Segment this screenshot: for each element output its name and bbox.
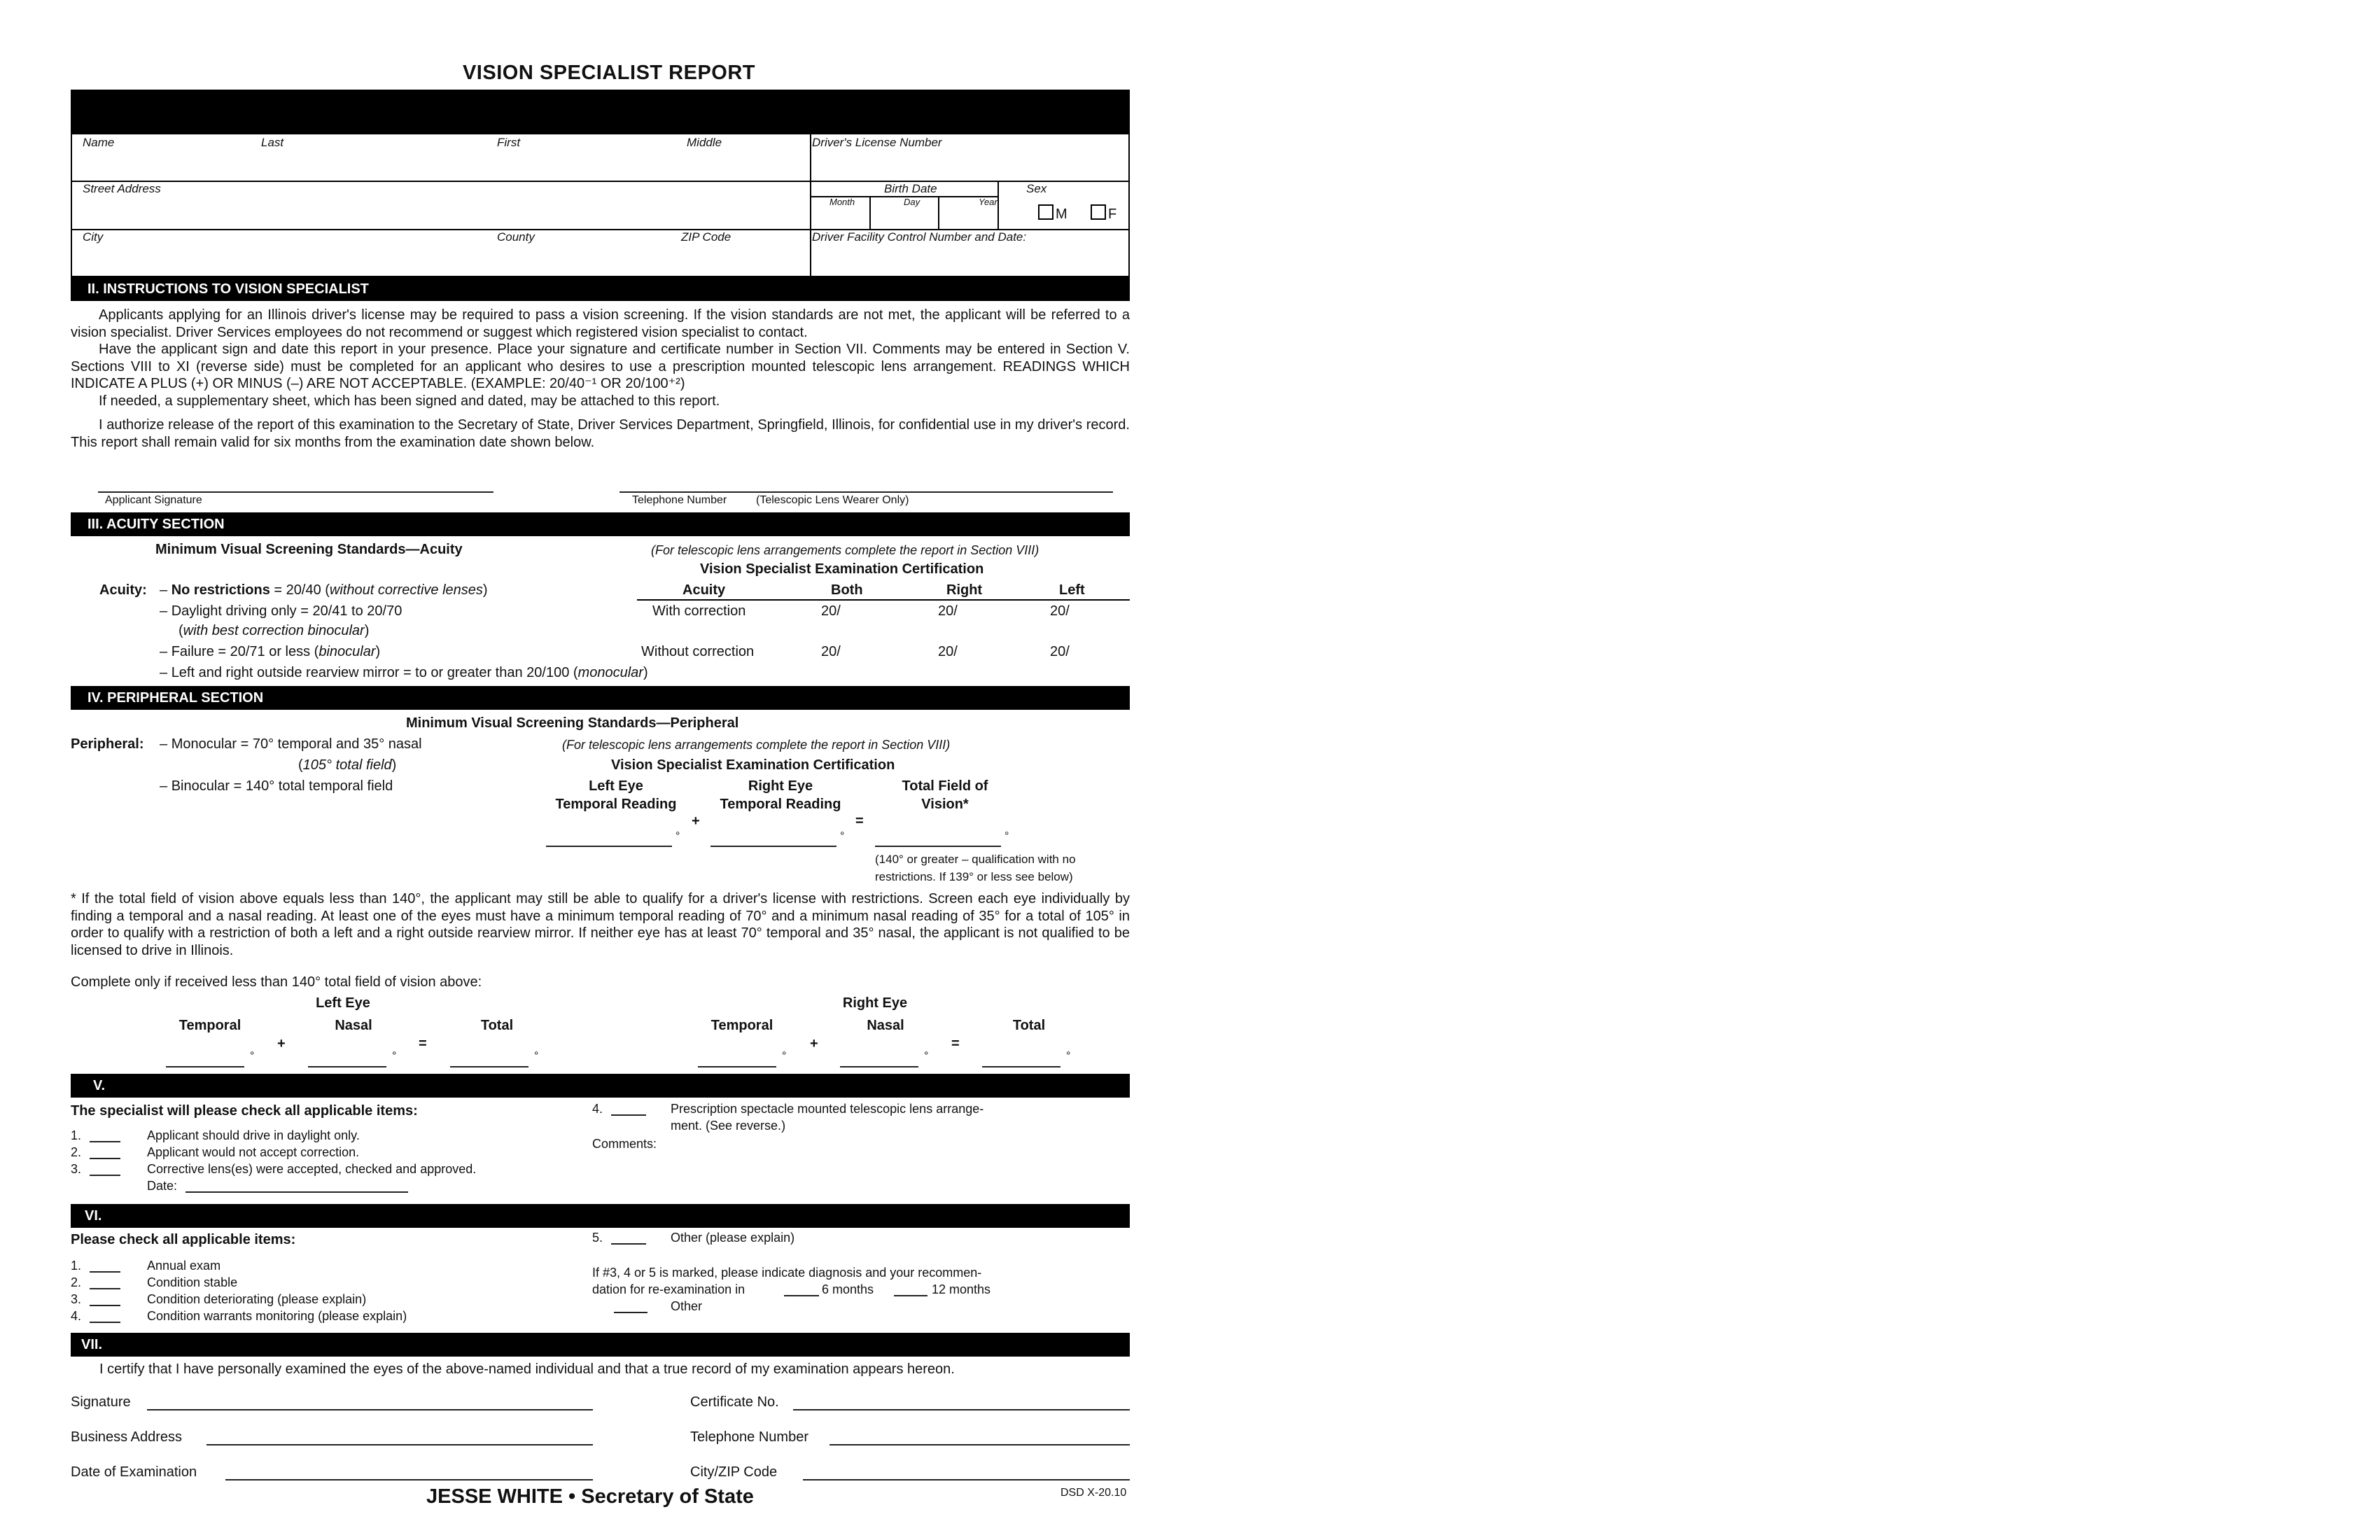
col-left: Left (1059, 582, 1085, 598)
condition-item-1: Annual exam (147, 1259, 221, 1273)
sex-female-label: F (1108, 206, 1117, 222)
dl-number-field[interactable]: Driver's License Number (812, 136, 942, 149)
recommendation-line-2: dation for re-examination in (592, 1282, 746, 1296)
instructions-p1: Applicants applying for an Illinois driver's license may be required to pass a vision screening. If the vision standards are not met, the applicant will be referred to a vision specialist. Driver Services employees do not recommend or suggest which registered vision specialist to contact. (71, 307, 1130, 340)
specialist-item-3-check[interactable] (90, 1175, 120, 1176)
peripheral-cert-title: Vision Specialist Examination Certification (611, 757, 895, 773)
sex-male-checkbox[interactable] (1038, 204, 1054, 220)
col-right: Right (946, 582, 983, 598)
without-correction-right[interactable]: 20/ (938, 644, 958, 659)
specialist-date-label: Date: (147, 1179, 178, 1193)
vision-head: Vision* (921, 797, 969, 812)
applicant-id-box (71, 134, 1130, 277)
specialist-date-field[interactable] (186, 1191, 408, 1193)
applicable-items-title: Please check all applicable items: (71, 1232, 296, 1247)
form-code: DSD X-20.10 (1060, 1487, 1127, 1499)
applicant-signature-line[interactable] (98, 491, 493, 493)
monocular-note: (105° total field) (298, 757, 397, 773)
page-title: VISION SPECIALIST REPORT (462, 62, 756, 84)
recommendation-line-1: If #3, 4 or 5 is marked, please indicate diagnosis and your recommen- (592, 1266, 982, 1280)
binocular-standard: – Binocular = 140° total temporal field (160, 778, 393, 794)
condition-item-4: Condition warrants monitoring (please explain) (147, 1309, 407, 1323)
condition-item-3-check[interactable] (90, 1305, 120, 1306)
condition-item-5-check[interactable] (611, 1243, 646, 1245)
comments-label: Comments: (592, 1137, 657, 1151)
right-eye-head: Right Eye (748, 778, 813, 794)
specialist-item-1: Applicant should drive in daylight only. (147, 1128, 360, 1142)
condition-item-5: Other (please explain) (671, 1231, 795, 1245)
authorization-text: I authorize release of the report of this examination to the Secretary of State, Driver Services Department, Springfield, Illinois, for confidential use in my driver's record. This report shall remain valid for six months from the examination date shown below. (71, 417, 1130, 450)
birth-date-label: Birth Date (884, 182, 937, 195)
twelve-months-check[interactable] (894, 1295, 927, 1296)
specialist-item-4b: ment. (See reverse.) (671, 1119, 786, 1133)
monocular-standard: – Monocular = 70° temporal and 35° nasal (160, 736, 422, 752)
peripheral-telescopic-note: (For telescopic lens arrangements complete the report in Section VIII) (562, 738, 951, 752)
six-months-label: 6 months (822, 1282, 874, 1296)
telescopic-wearer-note: (Telescopic Lens Wearer Only) (756, 494, 909, 506)
without-correction-both[interactable]: 20/ (821, 644, 841, 659)
lower-right-nasal-field[interactable] (840, 1066, 918, 1068)
with-correction-right[interactable]: 20/ (938, 603, 958, 619)
complete-only-note: Complete only if received less than 140° total field of vision above: (71, 974, 482, 990)
peripheral-label: Peripheral: (71, 736, 144, 752)
section-7-header: VII. (71, 1333, 1130, 1357)
certificate-label: Certificate No. (690, 1394, 779, 1410)
specialist-item-4-check[interactable] (611, 1114, 646, 1116)
birth-month-field[interactable]: Month (830, 197, 855, 207)
telephone-number-field[interactable] (830, 1444, 1130, 1446)
no-restrictions-label: No restrictions (171, 582, 270, 598)
with-correction-label: With correction (652, 603, 746, 619)
condition-item-3: Condition deteriorating (please explain) (147, 1292, 367, 1306)
other-interval-label: Other (671, 1299, 703, 1313)
with-correction-both[interactable]: 20/ (821, 603, 841, 619)
lower-left-eye-head: Left Eye (316, 995, 370, 1011)
specialist-item-2-check[interactable] (90, 1158, 120, 1159)
city-zip-label: City/ZIP Code (690, 1464, 778, 1480)
with-correction-left[interactable]: 20/ (1050, 603, 1070, 619)
section-4-header: IV. PERIPHERAL SECTION (71, 686, 1130, 710)
section-5-header: V. (71, 1074, 1130, 1098)
lower-left-nasal-head: Nasal (335, 1018, 372, 1033)
peripheral-standards-title: Minimum Visual Screening Standards—Peripheral (406, 715, 739, 731)
applicant-signature-label: Applicant Signature (105, 494, 202, 506)
lower-left-total-head: Total (480, 1018, 514, 1033)
right-temporal-reading-field[interactable] (710, 846, 836, 847)
business-address-label: Business Address (71, 1429, 182, 1445)
signature-label: Signature (71, 1394, 131, 1410)
instructions-p2: Have the applicant sign and date this report in your presence. Place your signature and certificate number in Section VII. Comments may be entered in Section V. Sections VIII to XI (reverse side) must be completed for an applicant who desires to use a prescription mounted telescopic lens arrangement. READINGS WHICH INDICATE A PLUS (+) OR MINUS (–) ARE NOT ACCEPTABLE. (EXAMPLE: 20/40⁻¹ OR 20/100⁺²) (71, 342, 1130, 391)
last-name-field[interactable]: Last (261, 136, 284, 149)
qualification-note-2: restrictions. If 139° or less see below) (875, 870, 1073, 883)
condition-item-4-check[interactable] (90, 1322, 120, 1323)
birth-day-field[interactable]: Day (904, 197, 920, 207)
specialist-item-3: Corrective lens(es) were accepted, checked and approved. (147, 1162, 477, 1176)
facility-control-field[interactable]: Driver Facility Control Number and Date: (812, 230, 1027, 244)
twelve-months-label: 12 months (932, 1282, 991, 1296)
acuity-cert-title: Vision Specialist Examination Certification (700, 561, 984, 577)
lower-right-nasal-head: Nasal (867, 1018, 904, 1033)
qualification-note-1: (140° or greater – qualification with no (875, 853, 1076, 866)
restriction-explanation: * If the total field of vision above equals less than 140°, the applicant may still be able to qualify for a driver's license with restrictions. Screen each eye individually by finding a temporal and a nasal reading. At least one of the eyes must have a minimum temporal reading of 70° and a minimum nasal reading of 35° for a total of 105° in order to qualify with a restriction of both a left and a right outside rearview mirror. If neither eye has at least 70° temporal and 35° nasal, the applicant is not qualified to be licensed to drive in Illinois. (71, 891, 1130, 958)
six-months-check[interactable] (784, 1295, 819, 1296)
lower-right-total-head: Total (1012, 1018, 1046, 1033)
lower-left-temporal-field[interactable] (166, 1066, 244, 1068)
certificate-field[interactable] (793, 1409, 1130, 1410)
zip-field[interactable]: ZIP Code (681, 230, 732, 244)
specialist-item-1-check[interactable] (90, 1141, 120, 1142)
right-temporal-head: Temporal Reading (720, 797, 841, 812)
sex-female-checkbox[interactable] (1091, 204, 1106, 220)
telephone-label: Telephone Number (632, 494, 727, 506)
lower-left-nasal-field[interactable] (308, 1066, 386, 1068)
specialist-item-2: Applicant would not accept correction. (147, 1145, 360, 1159)
condition-item-2: Condition stable (147, 1275, 238, 1289)
vision-report-form: VISION SPECIALIST REPORT Name Last First Middle Driver's License Number Street Address Birth Date Month Day Year Sex M F City County ZIP Code Driver Facility Control Number and Date: II. INSTRUCTIONS TO VISION SPECIALIST Applicants applying for an Illinois driver's license may be required to pass a vision screening. If the vision standards are not met, the applicant will be referred to a vision specialist. Driver Services employees do not recommend or suggest which registered vision specialist to contact. Have the applicant sign and date this report in your presence. Place your signature and certificate number in Section VII. Comments may be entered in Section V. Sections VIII to XI (reverse side) must be completed for an applicant who desires to use a prescription mounted telescopic lens arrangement. READINGS WHICH INDICATE A PLUS (+) OR MINUS (–) ARE NOT ACCEPTABLE. (EXAMPLE: 20/40⁻¹ OR 20/100⁺²) If needed, a supplementary sheet, which has been signed and dated, may be attached to this report. I authorize release of the report of this examination to the Secretary of State, Driver Services Department, Springfield, Illinois, for confidential use in my driver's record. This report shall remain valid for six months from the examination date shown below. Applicant Signature Telephone Number (Telescopic Lens Wearer Only) III. ACUITY SECTION Minimum Visual Screening Standards—Acuity (For telescopic lens arrangements complete the report in Section VIII) Vision Specialist Examination Certification Acuity: – No restrictions = 20/40 (without corrective lenses) – Daylight driving only = 20/41 to 20/70 (with best correction binocular) – Failure = 20/71 or less (binocular) – Left and right outside rearview mirror = to or greater than 20/100 (monocular) Acuity Both Right Left With correction 20/ 20/ 20/ Without correction 20/ 20/ 20/ IV. PERIPHERAL SECTION Minimum Visual Screening Standards—Peripheral Peripheral: – Monocular = 70° temporal and 35° nasal (105° total field) – Binocular = 140° total temporal field (For telescopic lens arrangements complete the report in Section VIII) Vision Specialist Examination Certification Left Eye Temporal Reading Right Eye Temporal Reading Total Field of Vision* + = ° ° ° (140° or greater – qualification with no restrictions. If 139° or less see below) * If the total field of vision above equals less than 140°, the applicant may still be able to qualify for a driver's license with restrictions. Screen each eye individually by finding a temporal and a nasal reading. At least one of the eyes must have a minimum temporal reading of 70° and a minimum nasal reading of 35° for a total of 105° in order to qualify with a restriction of both a left and a right outside rearview mirror. If neither eye has at least 70° temporal and 35° nasal, the applicant is not qualified to be licensed to drive in Illinois. Complete only if received less than 140° total field of vision above: Left Eye Right Eye Temporal Nasal Total Temporal Nasal Total + = + = ° ° ° ° ° ° V. The specialist will please check all applicable items: 1. Applicant should drive in daylight only. 2. Applicant would not accept correction. 3. Corrective lens(es) were accepted, checked and approved. Date: 4. Prescription spectacle mounted telescopic lens arrange- ment. (See reverse.) Comments: VI. Please check all applicable items: 1. Annual exam 2. Condition stable 3. Condition deteriorating (please explain) 4. Condition warrants monitoring (please explain) 5. Other (please explain) If #3, 4 or 5 is marked, please indicate diagnosis and your recommen- dation for re-examination in 6 months 12 months Other VII. I certify that I have personally examined the eyes of the above-named individual and that a true record of my examination appears hereon. Signature Certificate No. Business Address Telephone Number Date of Examination City/ZIP Code JESSE WHITE • Secretary of State DSD X-20.10 (0, 0, 1148, 1540)
col-acuity: Acuity (682, 582, 726, 598)
left-temporal-head: Temporal Reading (555, 797, 677, 812)
telephone-line[interactable] (620, 491, 1113, 493)
city-field[interactable]: City (83, 230, 104, 244)
sex-label: Sex (1026, 182, 1047, 195)
condition-item-2-check[interactable] (90, 1288, 120, 1289)
middle-name-field[interactable]: Middle (687, 136, 722, 149)
first-name-field[interactable]: First (497, 136, 521, 149)
business-address-field[interactable] (206, 1444, 593, 1446)
lower-right-temporal-field[interactable] (698, 1066, 776, 1068)
total-field-head: Total Field of (902, 778, 988, 794)
street-address-field[interactable]: Street Address (83, 182, 161, 195)
city-zip-field[interactable] (803, 1479, 1130, 1480)
section-3-header: III. ACUITY SECTION (71, 512, 1130, 536)
certification-statement: I certify that I have personally examined the eyes of the above-named individual and that a true record of my examination appears hereon. (99, 1362, 955, 1377)
specialist-item-4a: Prescription spectacle mounted telescopic lens arrange- (671, 1102, 984, 1116)
total-field-reading-field[interactable] (875, 846, 1001, 847)
sex-male-label: M (1056, 206, 1068, 222)
col-both: Both (831, 582, 863, 598)
lower-right-temporal-head: Temporal (710, 1018, 774, 1033)
section-1-bar (71, 90, 1130, 134)
without-correction-label: Without correction (641, 644, 755, 659)
lower-left-temporal-head: Temporal (178, 1018, 241, 1033)
left-eye-head: Left Eye (589, 778, 643, 794)
date-exam-label: Date of Examination (71, 1464, 197, 1480)
failure-standard: – Failure = 20/71 or less (binocular) (160, 644, 381, 659)
county-field[interactable]: County (497, 230, 535, 244)
daylight-standard: – Daylight driving only = 20/41 to 20/70 (160, 603, 402, 619)
section-6-header: VI. (71, 1204, 1130, 1228)
date-exam-field[interactable] (225, 1479, 593, 1480)
acuity-standards-title: Minimum Visual Screening Standards—Acuity (155, 542, 463, 557)
section-2-instructions (71, 307, 1130, 451)
without-correction-left[interactable]: 20/ (1050, 644, 1070, 659)
instructions-p3: If needed, a supplementary sheet, which has been signed and dated, may be attached to this report. (99, 393, 720, 409)
acuity-label: Acuity: (99, 582, 147, 598)
signature-field[interactable] (147, 1409, 593, 1410)
section-2-header: II. INSTRUCTIONS TO VISION SPECIALIST (71, 277, 1130, 301)
other-interval-check[interactable] (614, 1312, 648, 1313)
lower-right-eye-head: Right Eye (842, 995, 908, 1011)
name-label: Name (83, 136, 115, 149)
lower-right-total-field[interactable] (982, 1066, 1060, 1068)
condition-item-1-check[interactable] (90, 1271, 120, 1273)
telephone-number-label: Telephone Number (690, 1429, 808, 1445)
left-temporal-reading-field[interactable] (546, 846, 672, 847)
specialist-check-title: The specialist will please check all applicable items: (71, 1103, 418, 1119)
mirror-standard: – Left and right outside rearview mirror = to or greater than 20/100 (monocular) (160, 665, 648, 680)
acuity-telescopic-note: (For telescopic lens arrangements complete the report in Section VIII) (651, 543, 1040, 557)
secretary-of-state: JESSE WHITE • Secretary of State (426, 1485, 754, 1508)
daylight-note: (with best correction binocular) (178, 623, 370, 638)
birth-year-field[interactable]: Year (979, 197, 997, 207)
lower-left-total-field[interactable] (450, 1066, 528, 1068)
